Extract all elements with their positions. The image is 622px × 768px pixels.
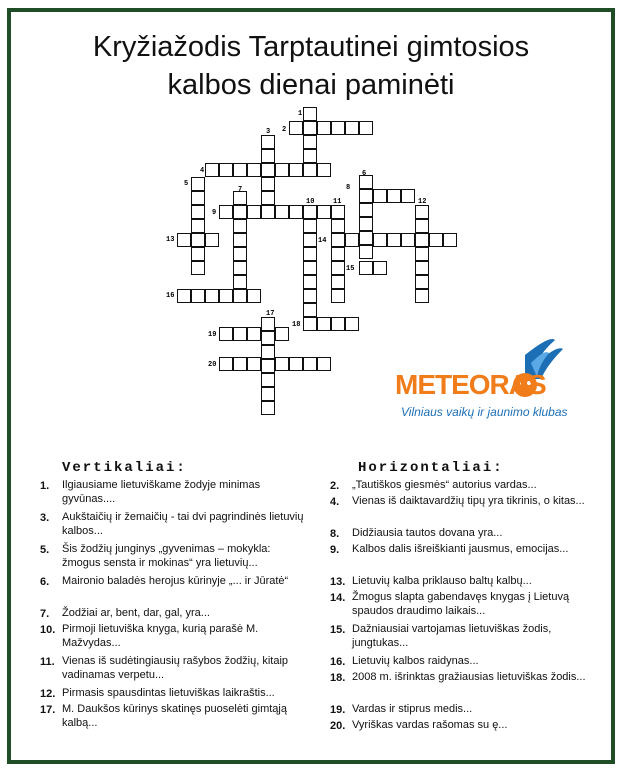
crossword-cell[interactable] bbox=[261, 149, 275, 163]
crossword-cell[interactable] bbox=[331, 261, 345, 275]
crossword-cell[interactable] bbox=[373, 233, 387, 247]
crossword-cell[interactable] bbox=[303, 163, 317, 177]
crossword-cell[interactable] bbox=[205, 233, 219, 247]
crossword-cell[interactable] bbox=[275, 327, 289, 341]
crossword-cell[interactable] bbox=[191, 261, 205, 275]
crossword-cell[interactable] bbox=[233, 261, 247, 275]
crossword-cell[interactable] bbox=[261, 373, 275, 387]
crossword-cell[interactable] bbox=[331, 219, 345, 233]
clue-number-5: 5 bbox=[184, 180, 189, 188]
crossword-cell[interactable] bbox=[415, 275, 429, 289]
clue-text: Vardas ir stiprus medis... bbox=[352, 703, 473, 715]
crossword-cell[interactable] bbox=[233, 327, 247, 341]
crossword-cell[interactable] bbox=[303, 275, 317, 289]
crossword-cell[interactable] bbox=[303, 107, 317, 121]
clue-text: Dažniausiai vartojamas lietuviškas žodis, jungtukas... bbox=[352, 623, 552, 649]
clue-number-6: 6 bbox=[362, 170, 367, 178]
clue-number-16: 16 bbox=[166, 292, 175, 300]
crossword-cell[interactable] bbox=[415, 233, 429, 247]
meteoras-logo bbox=[385, 335, 595, 430]
crossword-cell[interactable] bbox=[345, 121, 359, 135]
title-line-1: Kryžiažodis Tarptautinei gimtosios bbox=[92, 31, 530, 63]
clue-number: 14. bbox=[330, 592, 346, 604]
crossword-cell[interactable] bbox=[359, 189, 373, 203]
crossword-cell[interactable] bbox=[331, 205, 345, 219]
crossword-cell[interactable] bbox=[331, 247, 345, 261]
logo-name: METEORAS bbox=[395, 369, 546, 400]
crossword-cell[interactable] bbox=[205, 163, 219, 177]
clue-number-9: 9 bbox=[212, 209, 217, 217]
crossword-cell[interactable] bbox=[219, 327, 233, 341]
crossword-cell[interactable] bbox=[359, 261, 373, 275]
crossword-cell[interactable] bbox=[331, 233, 345, 247]
vertical-header: Vertikaliai: bbox=[62, 460, 187, 476]
clue-text: Pirmasis spausdintas lietuviškas laikraštis... bbox=[62, 687, 275, 699]
crossword-cell[interactable] bbox=[275, 357, 289, 371]
clue-number: 5. bbox=[40, 544, 50, 556]
crossword-cell[interactable] bbox=[289, 163, 303, 177]
crossword-cell[interactable] bbox=[233, 233, 247, 247]
clue-number-19: 19 bbox=[208, 331, 217, 339]
clue-number-1: 1 bbox=[298, 110, 303, 118]
crossword-cell[interactable] bbox=[233, 275, 247, 289]
clue-number-18: 18 bbox=[292, 321, 301, 329]
clue-number: 6. bbox=[40, 576, 50, 588]
crossword-cell[interactable] bbox=[303, 317, 317, 331]
crossword-cell[interactable] bbox=[359, 217, 373, 231]
clue-text: Kalbos dalis išreiškianti jausmus, emocijas... bbox=[352, 543, 569, 555]
clue-number-11: 11 bbox=[333, 198, 342, 206]
crossword-cell[interactable] bbox=[359, 121, 373, 135]
crossword-cell[interactable] bbox=[373, 261, 387, 275]
crossword-cell[interactable] bbox=[233, 357, 247, 371]
crossword-cell[interactable] bbox=[261, 331, 275, 345]
crossword-cell[interactable] bbox=[261, 345, 275, 359]
crossword-cell[interactable] bbox=[219, 205, 233, 219]
crossword-cell[interactable] bbox=[261, 191, 275, 205]
crossword-cell[interactable] bbox=[303, 233, 317, 247]
crossword-cell[interactable] bbox=[247, 289, 261, 303]
clue-number: 16. bbox=[330, 656, 346, 668]
clue-text: „Tautiškos giesmės“ autorius vardas... bbox=[352, 479, 537, 491]
crossword-cell[interactable] bbox=[261, 135, 275, 149]
clue-text: Vyriškas vardas rašomas su ę... bbox=[352, 719, 508, 731]
crossword-cell[interactable] bbox=[233, 289, 247, 303]
crossword-cell[interactable] bbox=[219, 357, 233, 371]
crossword-cell[interactable] bbox=[415, 219, 429, 233]
crossword-cell[interactable] bbox=[261, 387, 275, 401]
crossword-cell[interactable] bbox=[429, 233, 443, 247]
crossword-cell[interactable] bbox=[303, 121, 317, 135]
crossword-cell[interactable] bbox=[205, 289, 219, 303]
crossword-cell[interactable] bbox=[415, 247, 429, 261]
crossword-cell[interactable] bbox=[303, 357, 317, 371]
clue-number-14: 14 bbox=[318, 237, 327, 245]
crossword-cell[interactable] bbox=[247, 327, 261, 341]
crossword-cell[interactable] bbox=[261, 177, 275, 191]
crossword-cell[interactable] bbox=[359, 231, 373, 245]
clue-number: 4. bbox=[330, 496, 340, 508]
crossword-cell[interactable] bbox=[191, 177, 205, 191]
crossword-cell[interactable] bbox=[415, 205, 429, 219]
clue-number-10: 10 bbox=[306, 198, 315, 206]
clue-number-7: 7 bbox=[238, 186, 243, 194]
crossword-cell[interactable] bbox=[233, 205, 247, 219]
logo-subtitle: Vilniaus vaikų ir jaunimo klubas bbox=[401, 405, 568, 419]
crossword-cell[interactable] bbox=[191, 289, 205, 303]
crossword-cell[interactable] bbox=[233, 247, 247, 261]
clue-text: Vienas iš daiktavardžių tipų yra tikrinis, o kitas... bbox=[352, 495, 585, 507]
crossword-cell[interactable] bbox=[261, 205, 275, 219]
crossword-cell[interactable] bbox=[345, 317, 359, 331]
clue-text: Aukštaičių ir žemaičių - tai dvi pagrindinės lietuvių kalbos... bbox=[62, 511, 304, 537]
crossword-cell[interactable] bbox=[191, 205, 205, 219]
clue-text: Didžiausia tautos dovana yra... bbox=[352, 527, 503, 539]
crossword-cell[interactable] bbox=[359, 245, 373, 259]
clue-number: 2. bbox=[330, 480, 340, 492]
clue-number-15: 15 bbox=[346, 265, 355, 273]
clue-text: Lietuvių kalba priklauso baltų kalbų... bbox=[352, 575, 532, 587]
crossword-cell[interactable] bbox=[303, 205, 317, 219]
crossword-cell[interactable] bbox=[275, 205, 289, 219]
title-line-2: kalbos dienai paminėti bbox=[167, 69, 455, 101]
clue-number: 9. bbox=[330, 544, 340, 556]
crossword-cell[interactable] bbox=[303, 247, 317, 261]
clue-number: 13. bbox=[330, 576, 346, 588]
crossword-cell[interactable] bbox=[401, 233, 415, 247]
crossword-cell[interactable] bbox=[317, 163, 331, 177]
clue-number: 3. bbox=[40, 512, 50, 524]
crossword-cell[interactable] bbox=[415, 261, 429, 275]
clue-number: 11. bbox=[40, 656, 55, 668]
crossword-cell[interactable] bbox=[289, 121, 303, 135]
crossword-cell[interactable] bbox=[317, 205, 331, 219]
crossword-cell[interactable] bbox=[177, 233, 191, 247]
clue-number: 7. bbox=[40, 608, 50, 620]
crossword-cell[interactable] bbox=[317, 357, 331, 371]
clue-number-17: 17 bbox=[266, 310, 275, 318]
crossword-cell[interactable] bbox=[317, 317, 331, 331]
clue-number: 1. bbox=[40, 480, 50, 492]
crossword-cell[interactable] bbox=[345, 233, 359, 247]
crossword-cell[interactable] bbox=[247, 357, 261, 371]
clue-number-3: 3 bbox=[266, 128, 271, 136]
clue-number-8: 8 bbox=[346, 184, 351, 192]
clue-text: 2008 m. išrinktas gražiausias lietuviškas žodis... bbox=[352, 671, 586, 683]
crossword-cell[interactable] bbox=[303, 289, 317, 303]
crossword-cell[interactable] bbox=[443, 233, 457, 247]
clue-number: 12. bbox=[40, 688, 56, 700]
crossword-cell[interactable] bbox=[219, 163, 233, 177]
clue-number: 17. bbox=[40, 704, 56, 716]
clue-text: Maironio baladės herojus kūrinyje „... ir Jūratė“ bbox=[62, 575, 289, 587]
clue-number-13: 13 bbox=[166, 236, 175, 244]
clue-number: 20. bbox=[330, 720, 346, 732]
crossword-cell[interactable] bbox=[387, 189, 401, 203]
crossword-cell[interactable] bbox=[331, 317, 345, 331]
clue-text: M. Daukšos kūrinys skatinęs puoselėti gimtąją kalbą... bbox=[62, 703, 287, 729]
clue-text: Pirmoji lietuviška knyga, kurią parašė M. Mažvydas... bbox=[62, 623, 259, 649]
crossword-cell[interactable] bbox=[233, 163, 247, 177]
crossword-cell[interactable] bbox=[261, 317, 275, 331]
crossword-cell[interactable] bbox=[261, 401, 275, 415]
clue-text: Vienas iš sudėtingiausių rašybos žodžių, kitaip vadinamas verpetu... bbox=[62, 655, 289, 681]
crossword-cell[interactable] bbox=[331, 121, 345, 135]
horizontal-header: Horizontaliai: bbox=[358, 460, 504, 476]
crossword-cell[interactable] bbox=[303, 261, 317, 275]
clue-number: 19. bbox=[330, 704, 346, 716]
crossword-cell[interactable] bbox=[303, 219, 317, 233]
crossword-cell[interactable] bbox=[387, 233, 401, 247]
clue-number: 15. bbox=[330, 624, 346, 636]
clue-text: Lietuvių kalbos raidynas... bbox=[352, 655, 479, 667]
clue-number: 10. bbox=[40, 624, 56, 636]
clue-text: Ilgiausiame lietuviškame žodyje minimas gyvūnas.... bbox=[62, 479, 261, 505]
clue-number-20: 20 bbox=[208, 361, 217, 369]
crossword-cell[interactable] bbox=[373, 189, 387, 203]
clue-number-2: 2 bbox=[282, 126, 287, 134]
clue-number-12: 12 bbox=[418, 198, 427, 206]
clue-number-4: 4 bbox=[200, 167, 205, 175]
crossword-cell[interactable] bbox=[219, 289, 233, 303]
crossword-cell[interactable] bbox=[191, 233, 205, 247]
crossword-cell[interactable] bbox=[191, 191, 205, 205]
clue-text: Žmogus slapta gabendavęs knygas į Lietuvą spaudos draudimo laikais... bbox=[352, 591, 570, 617]
crossword-cell[interactable] bbox=[303, 135, 317, 149]
crossword-cell[interactable] bbox=[261, 359, 275, 373]
clue-text: Šis žodžių junginys „gyvenimas – mokykla: žmogus sensta ir mokinas“ yra lietuvių... bbox=[62, 543, 271, 569]
crossword-cell[interactable] bbox=[303, 303, 317, 317]
crossword-cell[interactable] bbox=[247, 163, 261, 177]
crossword-cell[interactable] bbox=[177, 289, 191, 303]
crossword-cell[interactable] bbox=[331, 289, 345, 303]
crossword-cell[interactable] bbox=[359, 203, 373, 217]
clue-number: 8. bbox=[330, 528, 340, 540]
crossword-cell[interactable] bbox=[261, 163, 275, 177]
crossword-cell[interactable] bbox=[191, 219, 205, 233]
crossword-cell[interactable] bbox=[247, 205, 261, 219]
crossword-cell[interactable] bbox=[289, 357, 303, 371]
crossword-cell[interactable] bbox=[317, 121, 331, 135]
crossword-cell[interactable] bbox=[275, 163, 289, 177]
crossword-cell[interactable] bbox=[289, 205, 303, 219]
clue-text: Žodžiai ar, bent, dar, gal, yra... bbox=[62, 607, 210, 619]
crossword-cell[interactable] bbox=[401, 189, 415, 203]
crossword-cell[interactable] bbox=[191, 247, 205, 261]
crossword-cell[interactable] bbox=[415, 289, 429, 303]
clue-number: 18. bbox=[330, 672, 346, 684]
crossword-cell[interactable] bbox=[331, 275, 345, 289]
crossword-cell[interactable] bbox=[233, 219, 247, 233]
crossword-cell[interactable] bbox=[303, 149, 317, 163]
